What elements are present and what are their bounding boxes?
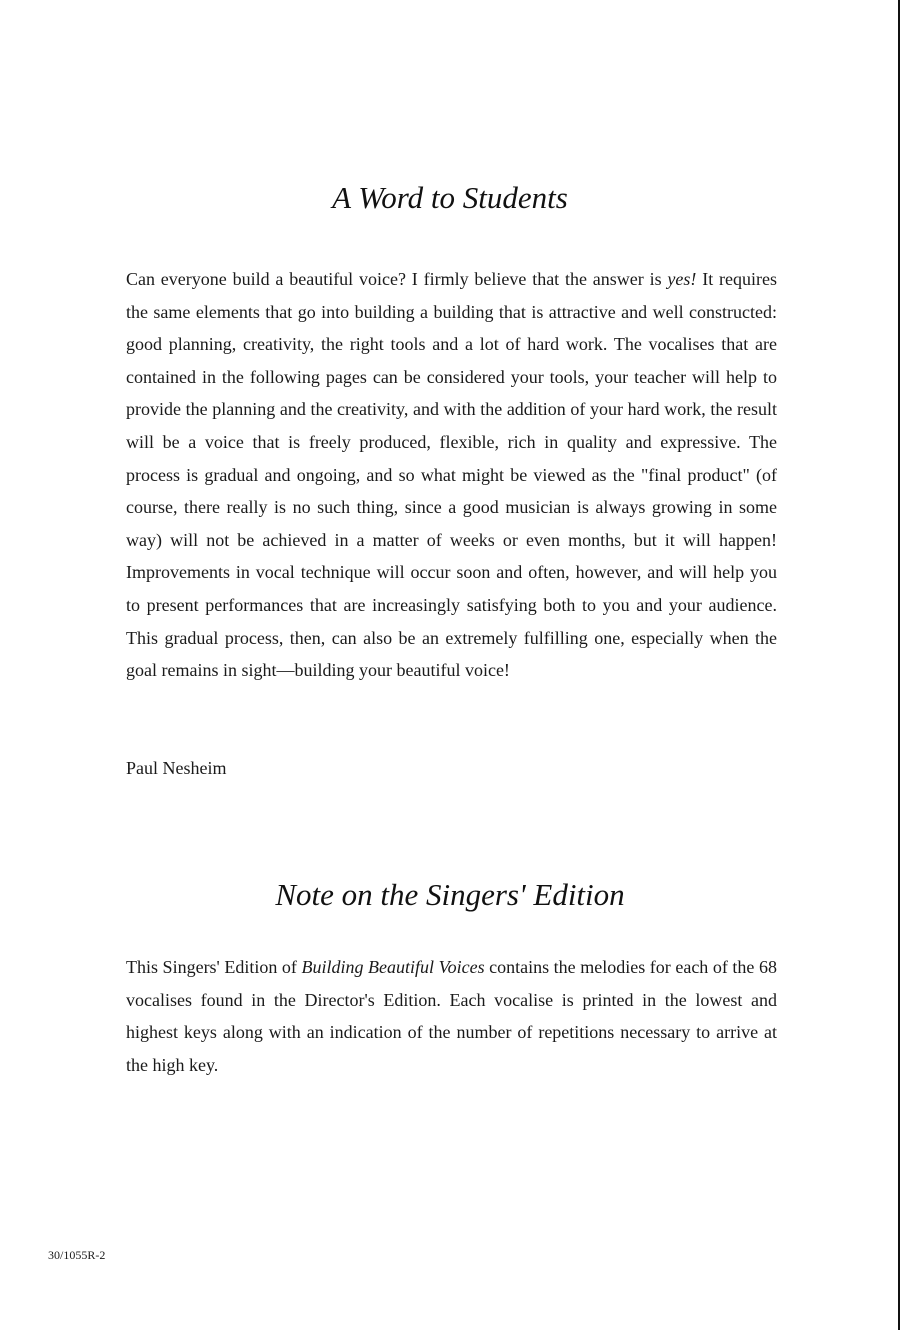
section-title-word-to-students: A Word to Students bbox=[332, 180, 568, 215]
author-signature: Paul Nesheim bbox=[126, 758, 227, 778]
book-title: Building Beautiful Voices bbox=[301, 957, 485, 977]
singers-paragraph bbox=[126, 951, 777, 1081]
students-paragraph-text-end: It requires the same elements that go into building a building that is attractive and well constructed: good planning, creativity, the right tools and a lot of hard work. The vocalises that are contained in the following pages can be considered your tools, your teacher will help to provide the planning and the creativity, and with the addition of your hard work, the result will be a voice that is freely produced, flexible, rich in quality and expressive. The process is gradual and ongoing, and so what might be viewed as the "final product" (of course, there really is no such thing, since a good musician is always growing in some way) will not be achieved in a matter of weeks or even months, but it will happen! Improvements in vocal technique will occur soon and often, however, and will help you to present performances that are increasingly satisfying both to you and your audience. This gradual process, then, can also be an extremely fulfilling one, especially when the goal remains in sight—building your beautiful voice! bbox=[126, 269, 778, 681]
section-title-singers-edition: Note on the Singers' Edition bbox=[275, 877, 625, 912]
singers-paragraph-text-end: contains the melodies for each of the 68 vocalises found in the Director's Edition. Each vocalise is printed in the lowest and highest keys along with an indication of the number of repetitions necessary to arrive at the high key. bbox=[126, 957, 777, 1075]
students-paragraph-text-start: Can everyone build a beautiful voice? I firmly believe that the answer is bbox=[126, 269, 668, 289]
students-paragraph bbox=[126, 263, 777, 687]
emphasis-yes: yes! bbox=[667, 269, 697, 289]
page-code: 30/1055R-2 bbox=[48, 1248, 106, 1262]
singers-paragraph-text-start: This Singers' Edition of bbox=[126, 957, 302, 977]
